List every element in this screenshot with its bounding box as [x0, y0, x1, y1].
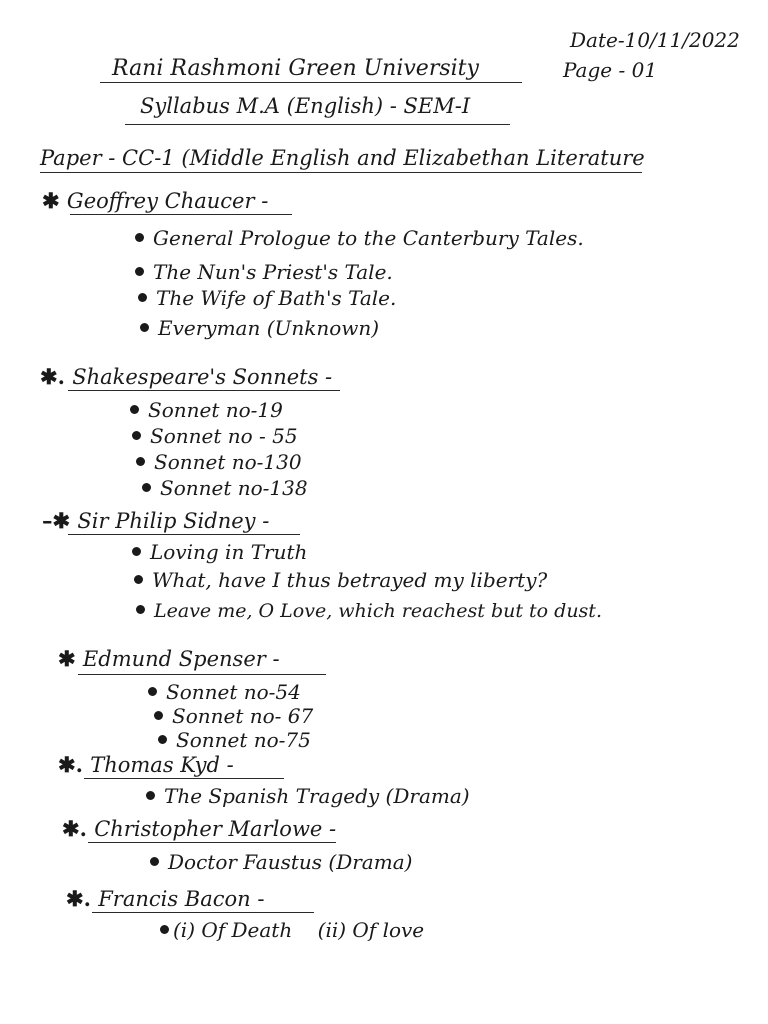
bullet-icon	[160, 925, 169, 934]
author-name: Francis Bacon -	[98, 887, 265, 911]
list-item	[136, 600, 602, 621]
bullet-icon	[138, 293, 147, 302]
section-underline	[84, 778, 284, 779]
asterisk-icon: ✱.	[58, 752, 91, 777]
author-name: Sir Philip Sidney -	[77, 509, 270, 533]
bullet-icon	[148, 687, 157, 696]
bullet-icon	[136, 605, 145, 614]
list-item	[132, 542, 307, 562]
university-title: Rani Rashmoni Green University	[112, 56, 479, 81]
section-underline	[88, 842, 336, 843]
list-item	[150, 852, 412, 872]
bullet-icon	[135, 267, 144, 276]
list-item	[138, 288, 396, 308]
page-number: Page - 01	[563, 58, 658, 82]
bullet-icon	[150, 857, 159, 866]
syllabus-underline	[125, 124, 510, 125]
item-text: Sonnet no-75	[176, 728, 311, 752]
section-heading	[40, 366, 332, 388]
asterisk-icon: ✱.	[62, 816, 95, 841]
item-text: Sonnet no-19	[148, 398, 283, 422]
bullet-icon	[158, 735, 167, 744]
item-text: Sonnet no-130	[154, 450, 302, 474]
asterisk-icon: ✱	[58, 646, 83, 671]
list-item	[160, 920, 424, 940]
item-text: Sonnet no-138	[160, 476, 308, 500]
section-heading	[58, 754, 234, 776]
list-item	[135, 228, 584, 248]
item-text: Leave me, O Love, which reachest but to dust.	[154, 600, 602, 622]
asterisk-icon: –✱	[42, 508, 78, 533]
section-underline	[78, 674, 326, 675]
item-text: The Spanish Tragedy (Drama)	[164, 784, 470, 808]
section-underline	[92, 912, 314, 913]
list-item	[132, 426, 298, 446]
section-underline	[68, 390, 340, 391]
list-item	[134, 570, 547, 590]
bullet-icon	[135, 233, 144, 242]
university-underline	[100, 82, 522, 83]
list-item	[158, 730, 311, 750]
item-text: Sonnet no- 67	[172, 704, 314, 728]
author-name: Christopher Marlowe -	[94, 817, 337, 841]
list-item	[148, 682, 301, 702]
list-item	[154, 706, 313, 726]
syllabus-title: Syllabus M.A (English) - SEM-I	[140, 94, 471, 118]
item-text: General Prologue to the Canterbury Tales.	[153, 226, 584, 250]
asterisk-icon: ✱.	[40, 364, 73, 389]
bullet-icon	[132, 431, 141, 440]
list-item	[135, 262, 393, 282]
list-item	[136, 452, 302, 472]
section-underline	[70, 214, 292, 215]
item-text: Everyman (Unknown)	[158, 316, 380, 340]
section-underline	[68, 534, 300, 535]
paper-heading: Paper - CC-1 (Middle English and Elizabethan Literature	[40, 146, 645, 170]
author-name: Thomas Kyd -	[90, 753, 234, 777]
item-text: Sonnet no-54	[166, 680, 301, 704]
list-item	[140, 318, 379, 338]
bullet-icon	[146, 791, 155, 800]
bullet-icon	[154, 711, 163, 720]
section-heading	[66, 888, 264, 910]
bullet-icon	[134, 575, 143, 584]
list-item	[142, 478, 308, 498]
item-text: Sonnet no - 55	[150, 424, 298, 448]
section-heading	[42, 190, 268, 212]
section-heading	[42, 510, 269, 532]
bullet-icon	[130, 405, 139, 414]
author-name: Edmund Spenser -	[82, 647, 280, 671]
bullet-icon	[140, 323, 149, 332]
bullet-icon	[142, 483, 151, 492]
item-text: Loving in Truth	[150, 540, 308, 564]
date-label: Date-10/11/2022	[570, 28, 740, 52]
item-text: (i) Of Death (ii) Of love	[173, 918, 425, 942]
item-text: What, have I thus betrayed my liberty?	[152, 568, 548, 592]
asterisk-icon: ✱.	[66, 886, 99, 911]
item-text: Doctor Faustus (Drama)	[168, 850, 413, 874]
list-item	[130, 400, 283, 420]
list-item	[146, 786, 470, 806]
item-text: The Nun's Priest's Tale.	[153, 260, 393, 284]
section-heading	[58, 648, 280, 670]
section-heading	[62, 818, 336, 840]
asterisk-icon: ✱	[42, 188, 67, 213]
bullet-icon	[132, 547, 141, 556]
item-text: The Wife of Bath's Tale.	[156, 286, 397, 310]
author-name: Geoffrey Chaucer -	[66, 189, 269, 213]
bullet-icon	[136, 457, 145, 466]
paper-underline	[40, 172, 642, 173]
author-name: Shakespeare's Sonnets -	[72, 365, 333, 389]
